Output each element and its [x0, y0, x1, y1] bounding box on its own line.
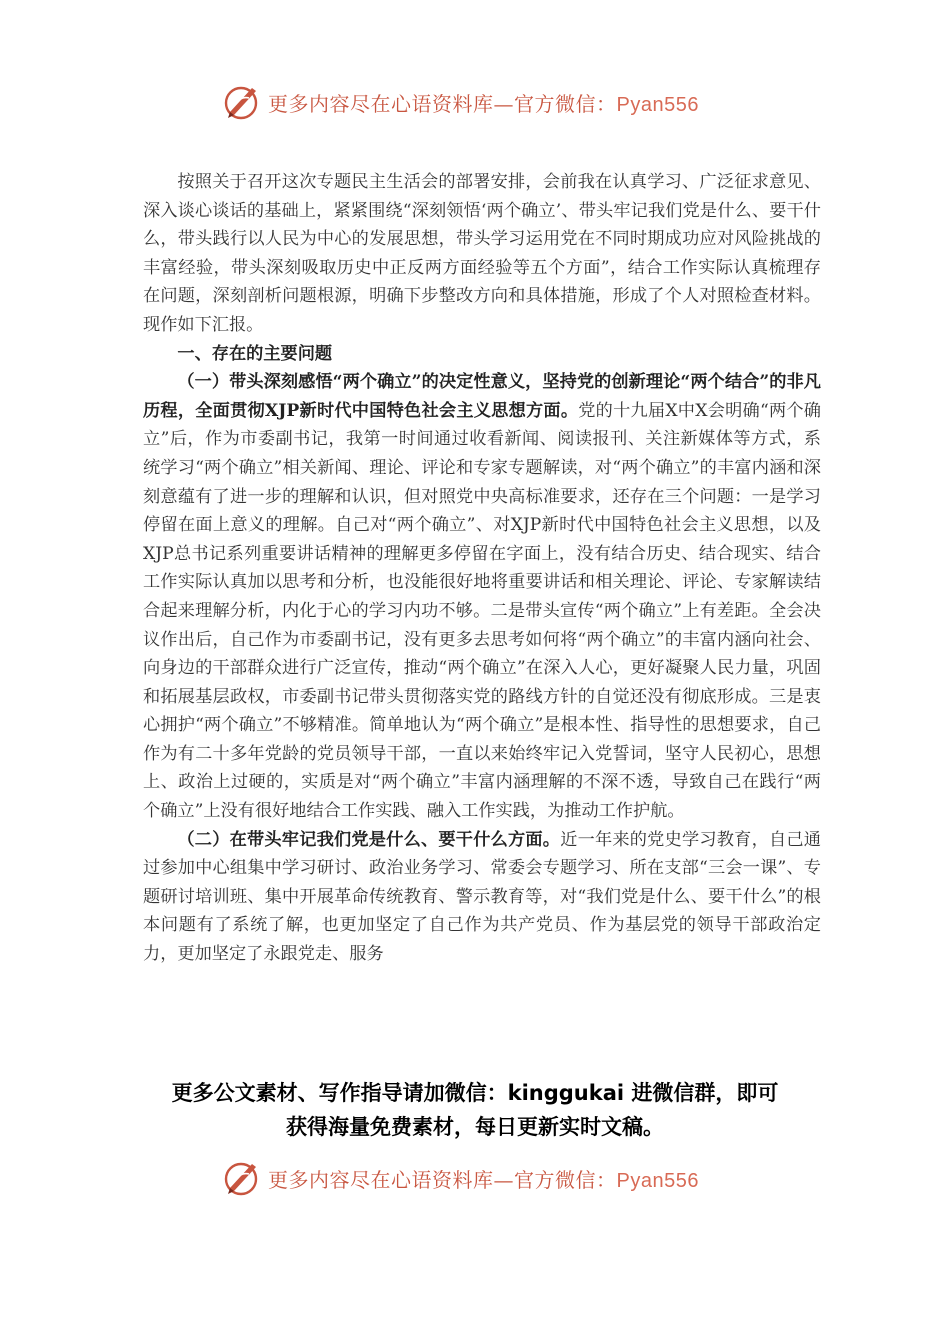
header-wechat-id: Pyan556: [616, 93, 699, 116]
header-watermark-banner: [222, 80, 732, 124]
footer-watermark-banner: [222, 1156, 732, 1200]
item1-text: 党的十九届X中X会明确“两个确立”后，作为市委副书记，我第一时间通过收看新闻、阅读报刊、关注新媒体等方式，系统学习“两个确立”相关新闻、理论、评论和专家专题解读，对“两个确立”的丰富内涵和深刻意蕴有了进一步的理解和认识，但对照党中央高标准要求，还存在三个问题：一是学习停留在面上意义的理解。自己对“两个确立”、对XJP新时代中国特色社会主义思想，以及XJP总书记系列重要讲话精神的理解更多停留在字面上，没有结合历史、结合现实、结合工作实际认真加以思考和分析，也没能很好地将重要讲话和相关理论、评论、专家解读结合起来理解分析，内化于心的学习内功不够。二是带头宣传“两个确立”上有差距。全会决议作出后，自己作为市委副书记，没有更多去思考如何将“两个确立”的丰富内涵向社会、向身边的干部群众进行广泛宣传，推动“两个确立”在深入人心，更好凝聚人民力量，巩固和拓展基层政权，市委副书记带头贯彻落实党的路线方针的自觉还没有彻底形成。三是衷心拥护“两个确立”不够精准。简单地认为“两个确立”是根本性、指导性的思想要求，自己作为有二十多年党龄的党员领导干部，一直以来始终牢记入党誓词，坚守人民初心，思想上、政治上过硬的，实质是对“两个确立”丰富内涵理解的不深不透，导致自己在践行“两个确立”上没有很好地结合工作实践、融入工作实践，为推动工作护航。: [143, 400, 821, 822]
promo-line-2: 获得海量免费素材，每日更新实时文稿。: [286, 1115, 664, 1139]
item2-heading: （二）在带头牢记我们党是什么、要干什么方面。: [177, 829, 561, 850]
pen-logo-icon: [222, 1158, 262, 1198]
promo-notice: [120, 1076, 830, 1144]
intro-paragraph: 按照关于召开这次专题民主生活会的部署安排，会前我在认真学习、广泛征求意见、深入谈心谈话的基础上，紧紧围绕“深刻领悟‘两个确立’、带头牢记我们党是什么、要干什么，带头践行以人民为中心的发展思想，带头学习运用党在不同时期成功应对风险挑战的丰富经验，带头深刻吸取历史中正反两方面经验等五个方面”，结合工作实际认真梳理存在问题，深刻剖析问题根源，明确下步整改方向和具体措施，形成了个人对照检查材料。现作如下汇报。: [143, 172, 821, 335]
footer-banner-text: [268, 1164, 699, 1193]
header-banner-text: [268, 88, 699, 117]
promo-line-1: 更多公文素材、写作指导请加微信：kinggukai 进微信群，即可: [171, 1081, 779, 1105]
item1-heading: （一）带头深刻感悟“两个确立”的决定性意义，坚持党的创新理论“两个结合”的非凡历程，全面贯彻XJP新时代中国特色社会主义思想方面。: [143, 372, 821, 421]
item2-text: 近一年来的党史学习教育，自己通过参加中心组集中学习研讨、政治业务学习、常委会专题学习、所在支部“三会一课”、专题研讨培训班、集中开展革命传统教育、警示教育等，对“我们党是什么、要干什么”的根本问题有了系统了解，也更加坚定了自己作为共产党员、作为基层党的领导干部政治定力，更加坚定了永跟党走、服务: [143, 829, 821, 965]
item1-paragraph: [143, 368, 821, 826]
document-body: [143, 168, 821, 969]
footer-brand-text: 更多内容尽在心语资料库—官方微信：: [268, 1167, 617, 1192]
section-heading: 一、存在的主要问题: [177, 343, 333, 364]
pen-logo-icon: [222, 82, 262, 122]
footer-wechat-id: Pyan556: [616, 1169, 699, 1192]
header-brand-text: 更多内容尽在心语资料库—官方微信：: [268, 91, 617, 116]
item2-paragraph: [143, 826, 821, 969]
